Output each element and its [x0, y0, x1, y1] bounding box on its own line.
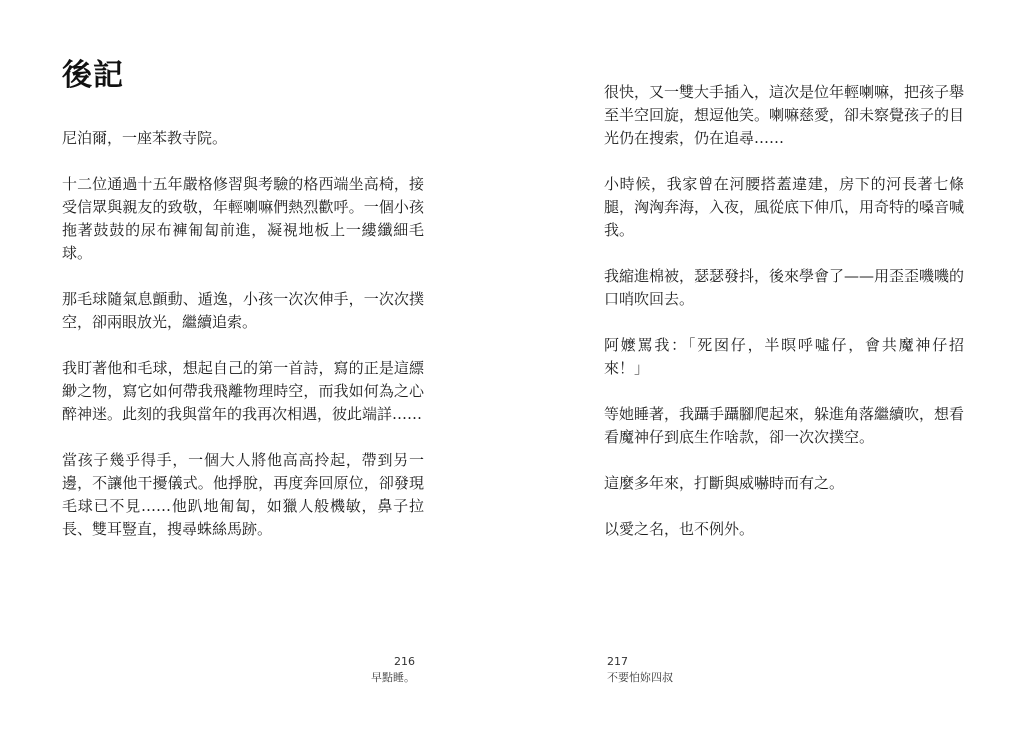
right-body-text [604, 81, 964, 564]
page-number: 216 [394, 655, 415, 668]
paragraph: 等她睡著，我躡手躡腳爬起來，躲進角落繼續吹，想看看魔神仔到底生作啥款，卻一次次撲空。 [604, 405, 965, 446]
page-number: 217 [607, 655, 628, 668]
paragraph: 當孩子幾乎得手，一個大人將他高高拎起，帶到另一邊，不讓他干擾儀式。他掙脫，再度奔回原位，卻發現毛球已不見……他趴地匍匐，如獵人般機敏，鼻子拉長、雙耳豎直，搜尋蛛絲馬跡。 [62, 451, 424, 538]
left-body-text [62, 127, 424, 564]
paragraph: 以愛之名，也不例外。 [604, 520, 755, 538]
paragraph: 這麼多年來，打斷與威嚇時而有之。 [604, 474, 845, 492]
running-footer: 早點睡。 [371, 671, 415, 684]
right-folio [607, 654, 673, 686]
paragraph: 很快，又一雙大手插入，這次是位年輕喇嘛，把孩子舉至半空回旋，想逗他笑。喇嘛慈愛，卻未察覺孩子的目光仍在搜索，仍在追尋…… [604, 83, 965, 147]
chapter-title: 後記 [62, 58, 124, 93]
paragraph: 十二位通過十五年嚴格修習與考驗的格西端坐高椅，接受信眾與親友的致敬，年輕喇嘛們熱烈歡呼。一個小孩拖著鼓鼓的尿布褲匍匐前進，凝視地板上一縷纖細毛球。 [62, 175, 424, 262]
paragraph: 我縮進棉被，瑟瑟發抖，後來學會了——用歪歪嘰嘰的口哨吹回去。 [604, 267, 965, 308]
paragraph: 我盯著他和毛球，想起自己的第一首詩，寫的正是這縹緲之物，寫它如何帶我飛離物理時空，而我如何為之心醉神迷。此刻的我與當年的我再次相遇，彼此端詳…… [62, 359, 424, 423]
running-footer: 不要怕妳四叔 [607, 671, 673, 684]
right-page [512, 0, 1024, 749]
paragraph: 尼泊爾，一座苯教寺院。 [62, 129, 228, 147]
paragraph: 阿嬤罵我：「死囡仔，半暝呼噓仔，會共魔神仔招來！」 [604, 336, 964, 377]
paragraph: 小時候，我家曾在河腰搭蓋違建，房下的河長著七條腿，洶洶奔海，入夜，風從底下伸爪，用奇特的嗓音喊我。 [604, 175, 965, 239]
left-folio [371, 654, 415, 686]
paragraph: 那毛球隨氣息顫動、遁逸，小孩一次次伸手，一次次撲空，卻兩眼放光，繼續追索。 [62, 290, 424, 331]
